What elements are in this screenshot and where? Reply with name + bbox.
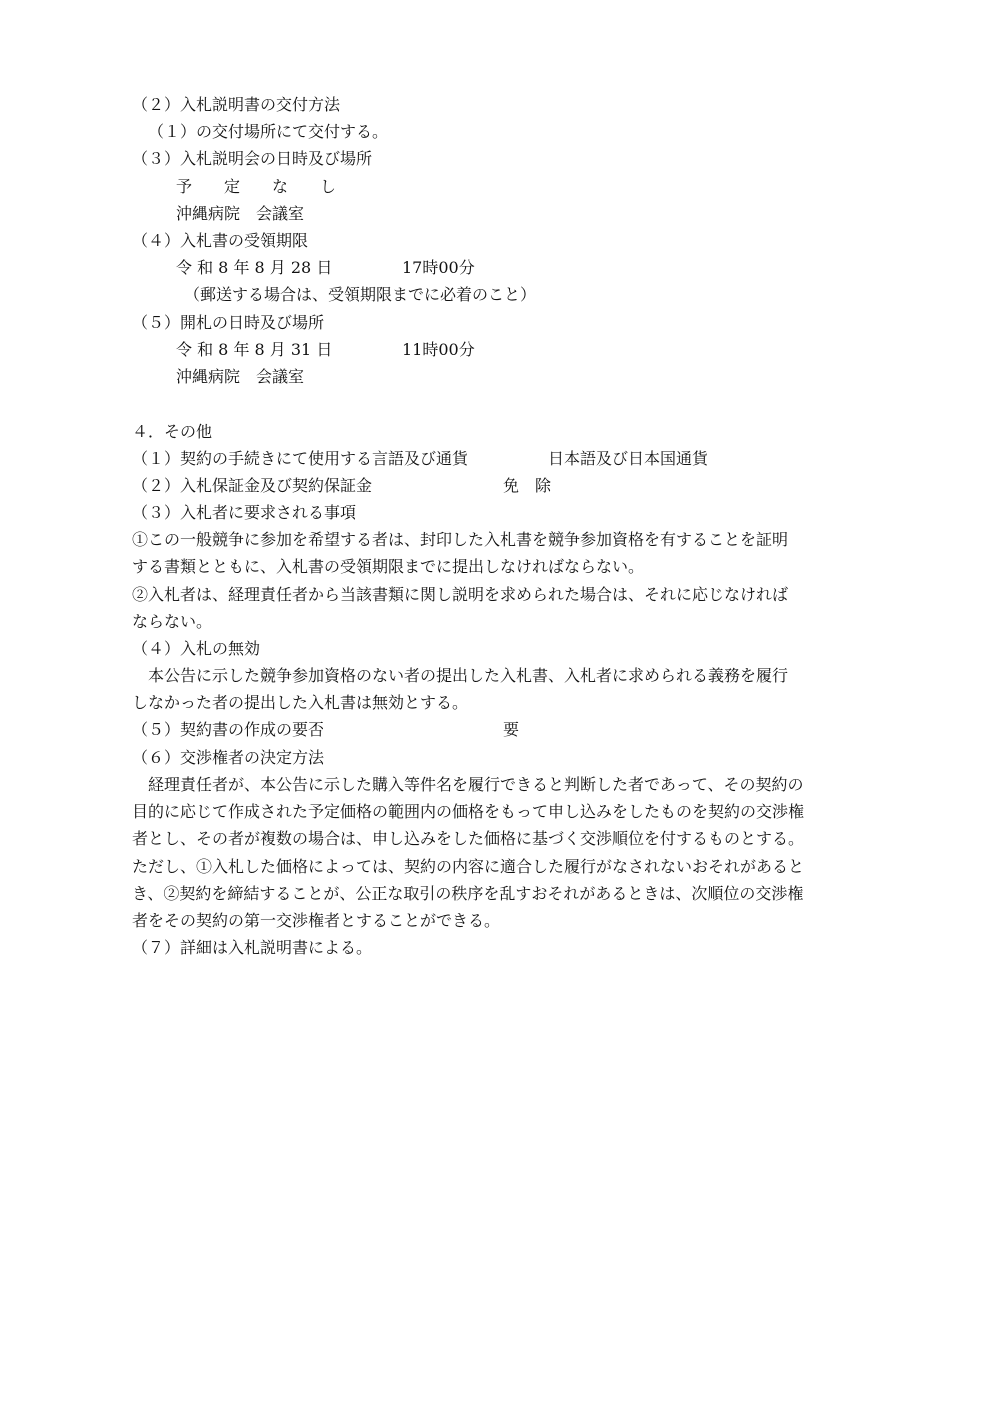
section-4-6-line-5: き、②契約を締結することが、公正な取引の秩序を乱すおそれがあるときは、次順位の交渉権 <box>132 884 804 903</box>
section-4-2-label: （２）入札保証金及び契約保証金 <box>132 476 373 495</box>
section-4-title: ４．その他 <box>132 422 213 441</box>
section-3-2-body: （１）の交付場所にて交付する。 <box>148 122 389 141</box>
section-3-3-place: 沖縄病院 会議室 <box>176 204 305 223</box>
section-4-6-line-4: ただし、①入札した価格によっては、契約の内容に適合した履行がなされないおそれがあると <box>132 857 805 876</box>
section-4-5-label: （５）契約書の作成の要否 <box>132 720 325 739</box>
section-4-1-value: 日本語及び日本国通貨 <box>548 449 709 468</box>
section-3-4-note: （郵送する場合は、受領期限までに必着のこと） <box>184 285 537 304</box>
section-4-2-value: 免 除 <box>503 476 552 495</box>
section-4-4-line-1: 本公告に示した競争参加資格のない者の提出した入札書、入札者に求められる義務を履行 <box>148 666 789 685</box>
section-3-3-status: 予 定 な し <box>176 177 337 196</box>
section-4-6-line-6: 者をその契約の第一交渉権者とすることができる。 <box>132 911 501 930</box>
section-4-6-label: （６）交渉権者の決定方法 <box>132 748 325 767</box>
section-4-3-line-3: ②入札者は、経理責任者から当該書類に関し説明を求められた場合は、それに応じなければ <box>132 585 789 604</box>
section-4-4-line-2: しなかった者の提出した入札書は無効とする。 <box>132 693 469 712</box>
section-4-3-line-4: ならない。 <box>132 612 213 631</box>
section-4-3-label: （３）入札者に要求される事項 <box>132 503 357 522</box>
section-4-4-label: （４）入札の無効 <box>132 639 261 658</box>
section-3-2-heading: （２）入札説明書の交付方法 <box>132 95 341 114</box>
section-4-6-line-2: 目的に応じて作成された予定価格の範囲内の価格をもって申し込みをしたものを契約の交渉権 <box>132 802 805 821</box>
section-4-6-line-1: 経理責任者が、本公告に示した購入等件名を履行できると判断した者であって、その契約の <box>148 775 804 794</box>
section-3-5-time: 11時00分 <box>402 340 475 359</box>
section-3-5-place: 沖縄病院 会議室 <box>176 367 305 386</box>
section-4-3-line-1: ①この一般競争に参加を希望する者は、封印した入札書を競争参加資格を有することを証明 <box>132 530 789 549</box>
section-3-4-heading: （４）入札書の受領期限 <box>132 231 309 250</box>
section-3-3-heading: （３）入札説明会の日時及び場所 <box>132 149 373 168</box>
section-3-4-time: 17時00分 <box>402 258 475 277</box>
section-4-1-label: （１）契約の手続きにて使用する言語及び通貨 <box>132 449 469 468</box>
section-3-5-date: 令 和 8 年 8 月 31 日 <box>176 340 333 359</box>
section-4-6-line-3: 者とし、その者が複数の場合は、申し込みをした価格に基づく交渉順位を付するものとする。 <box>132 829 805 848</box>
section-4-3-line-2: する書類とともに、入札書の受領期限までに提出しなければならない。 <box>132 557 645 576</box>
section-4-7: （７）詳細は入札説明書による。 <box>132 938 373 957</box>
section-4-5-value: 要 <box>503 720 520 739</box>
section-3-5-heading: （５）開札の日時及び場所 <box>132 313 325 332</box>
section-3-4-date: 令 和 8 年 8 月 28 日 <box>176 258 333 277</box>
